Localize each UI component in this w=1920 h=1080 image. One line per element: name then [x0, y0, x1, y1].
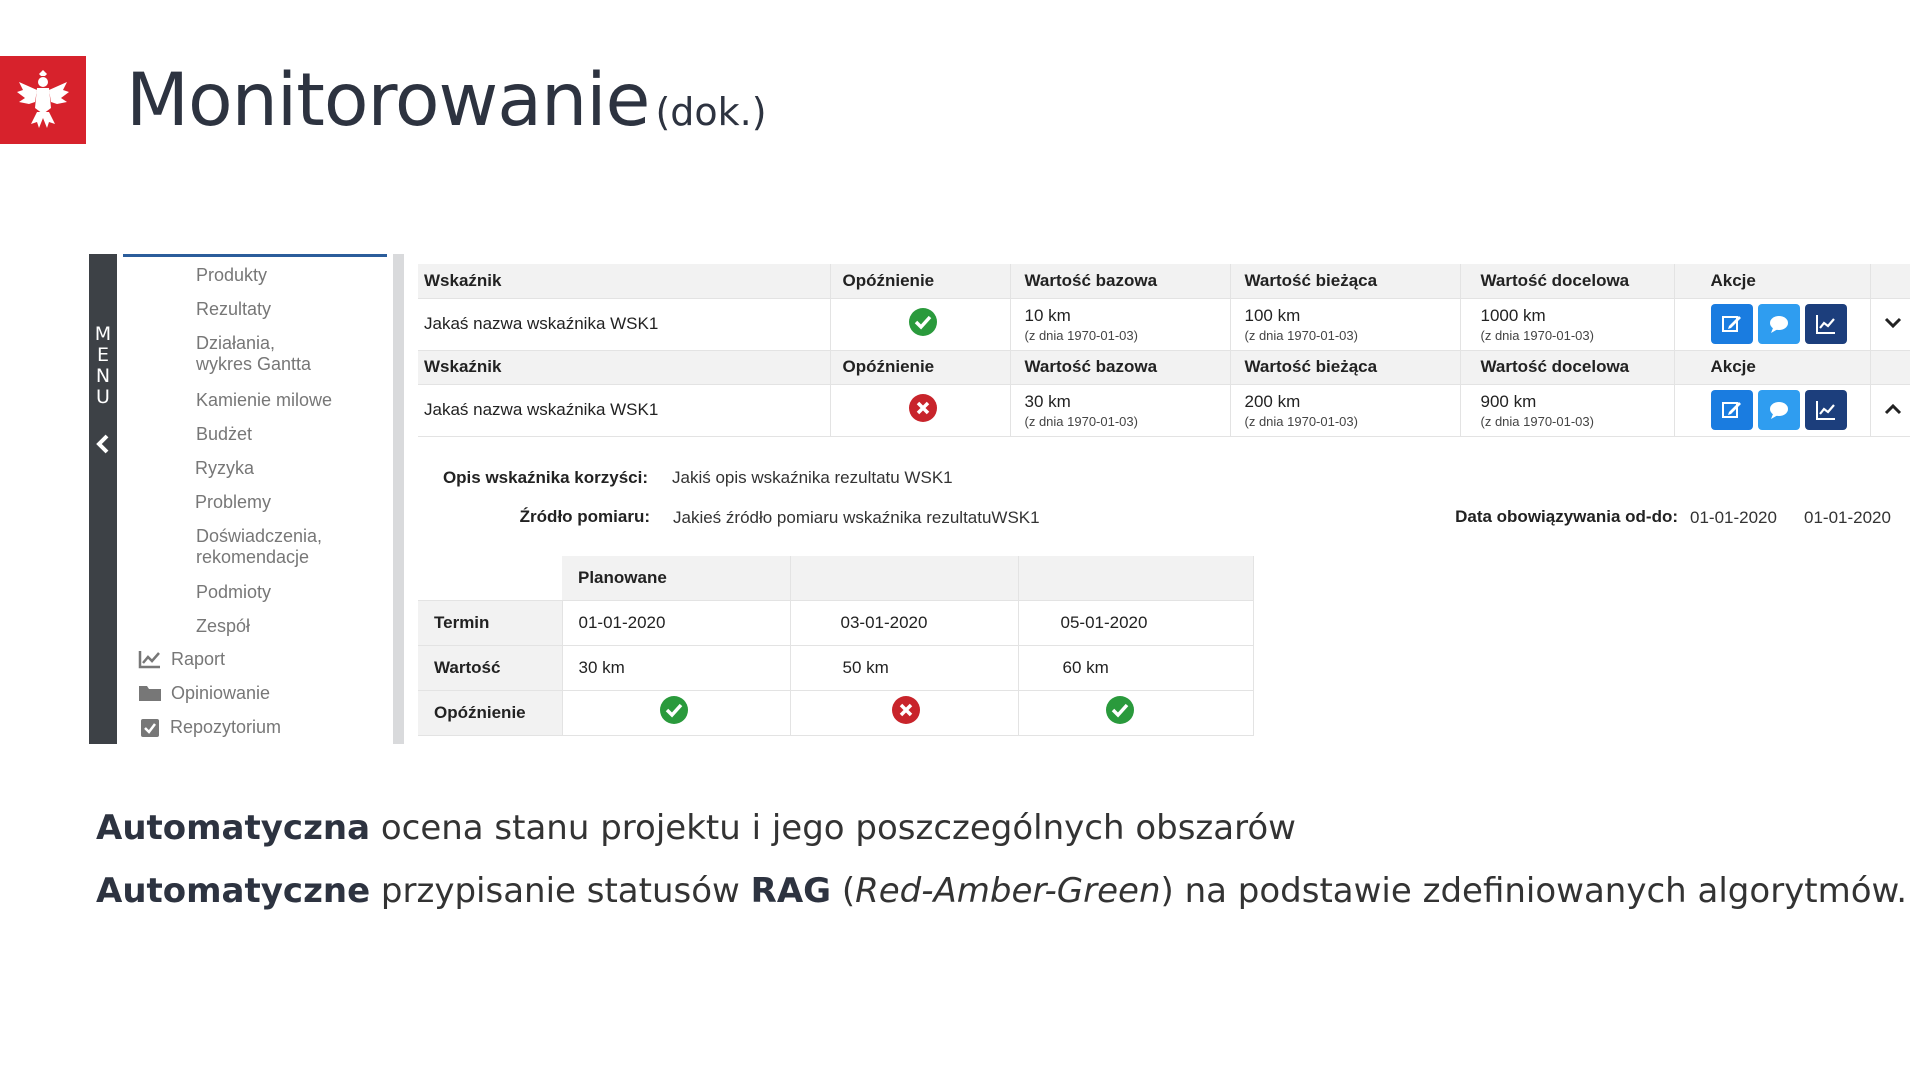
title-main: Monitorowanie: [126, 58, 650, 143]
base-date: (z dnia 1970-01-03): [1024, 327, 1138, 343]
schedule-value: 60 km: [1018, 645, 1253, 690]
table-row: [418, 298, 1910, 350]
schedule-value: 30 km: [562, 645, 790, 690]
schedule-date: 01-01-2020: [562, 600, 790, 645]
col-header-opoznienie: Opóźnienie: [830, 350, 1010, 384]
current-value: 200 km: [1244, 391, 1301, 411]
base-value-cell: [1010, 298, 1230, 350]
footer-text: ) na podstawie zdefiniowanych algorytmów.: [1160, 871, 1908, 911]
footer-italic: Red-Amber-Green: [855, 871, 1161, 911]
row-label-wartosc: Wartość: [418, 645, 562, 690]
col-header-wskaznik: Wskaźnik: [418, 350, 830, 384]
chevron-left-icon[interactable]: [95, 434, 111, 459]
target-value-cell: [1460, 298, 1674, 350]
schedule-table: [418, 556, 1254, 736]
target-value: 900 km: [1480, 391, 1537, 411]
base-date: (z dnia 1970-01-03): [1024, 413, 1138, 429]
table-row: [418, 690, 1253, 735]
indicator-name: Jakaś nazwa wskaźnika WSK1: [418, 298, 830, 350]
ok-status-icon: [562, 690, 790, 735]
base-value-cell: [1010, 384, 1230, 436]
col-header-opoznienie: Opóźnienie: [830, 264, 1010, 298]
validity-from: 01-01-2020: [1690, 508, 1777, 527]
schedule-header-empty: [1018, 556, 1253, 600]
menu-letter: M: [94, 323, 112, 345]
footer-rag: RAG: [750, 871, 832, 911]
chevron-down-icon[interactable]: [1870, 298, 1910, 350]
base-value: 30 km: [1024, 391, 1071, 411]
actions-cell: [1674, 298, 1870, 350]
edit-button[interactable]: [1711, 304, 1753, 344]
sidebar-item-dzialania[interactable]: Działania, wykres Gantta: [196, 333, 312, 374]
title-subtitle: (dok.): [655, 90, 767, 134]
table-header-row: [418, 350, 1910, 384]
row-label-termin: Termin: [418, 600, 562, 645]
indicator-table: [418, 264, 1910, 437]
sidebar-item-rezultaty[interactable]: Rezultaty: [196, 299, 272, 319]
validity-label: Data obowiązywania od-do:: [1455, 507, 1678, 526]
chart-button[interactable]: [1805, 304, 1847, 344]
sidebar-item-budzet[interactable]: Budżet: [196, 424, 253, 444]
chevron-up-icon[interactable]: [1870, 384, 1910, 436]
late-status-icon: [830, 384, 1010, 436]
current-date: (z dnia 1970-01-03): [1244, 327, 1358, 343]
schedule-header-row: [418, 556, 1253, 600]
schedule-header-empty: [790, 556, 1018, 600]
sidebar-item-ryzyka[interactable]: Ryzyka: [195, 458, 255, 478]
line-chart-icon: [138, 649, 162, 674]
col-header-bazowa: Wartość bazowa: [1010, 350, 1230, 384]
ok-status-icon: [1018, 690, 1253, 735]
footer-text: przypisanie statusów: [370, 871, 751, 911]
col-header-akcje: Akcje: [1674, 350, 1870, 384]
sidebar-item-doswiadczenia[interactable]: Doświadczenia, rekomendacje: [196, 526, 323, 567]
table-header-row: [418, 264, 1910, 298]
col-header-akcje: Akcje: [1674, 264, 1870, 298]
col-header-docelowa: Wartość docelowa: [1460, 264, 1674, 298]
target-value-cell: [1460, 384, 1674, 436]
col-header-bazowa: Wartość bazowa: [1010, 264, 1230, 298]
row-label-opoznienie: Opóźnienie: [418, 690, 562, 735]
sidebar-item-zespol[interactable]: Zespół: [196, 616, 251, 636]
sidebar-item-repozytorium[interactable]: Repozytorium: [170, 717, 282, 737]
footer-paren: (: [831, 871, 856, 911]
schedule-date: 03-01-2020: [790, 600, 1018, 645]
footer-line-1: [96, 808, 1296, 848]
menu-letter: E: [96, 344, 109, 366]
sidebar-active-line: [123, 254, 387, 257]
sidebar-item-opiniowanie[interactable]: Opiniowanie: [171, 683, 271, 703]
table-row: [418, 384, 1910, 436]
folder-icon: [138, 684, 162, 707]
menu-label: [89, 324, 117, 408]
sidebar-item-kamienie-milowe[interactable]: Kamienie milowe: [196, 390, 333, 410]
table-row: [418, 645, 1253, 690]
page-title: [126, 58, 767, 143]
sidebar-item-podmioty[interactable]: Podmioty: [196, 582, 272, 602]
col-header-empty: [1870, 350, 1910, 384]
target-date: (z dnia 1970-01-03): [1480, 327, 1594, 343]
footer-bold: Automatyczna: [96, 808, 371, 848]
menu-bar[interactable]: [89, 254, 117, 744]
menu-letter: N: [95, 365, 111, 387]
footer-text: ocena stanu projektu i jego poszczególnych obszarów: [370, 808, 1296, 848]
current-value-cell: [1230, 384, 1460, 436]
current-value: 100 km: [1244, 305, 1301, 325]
planned-header: Planowane: [562, 556, 790, 600]
polish-eagle-icon: [0, 56, 86, 144]
target-date: (z dnia 1970-01-03): [1480, 413, 1594, 429]
sidebar-item-problemy[interactable]: Problemy: [195, 492, 272, 512]
col-header-wskaznik: Wskaźnik: [418, 264, 830, 298]
comment-icon: [1768, 313, 1790, 335]
chart-icon: [1815, 399, 1837, 421]
description-value: Jakiś opis wskaźnika rezultatu WSK1: [672, 468, 953, 487]
current-value-cell: [1230, 298, 1460, 350]
source-value: Jakieś źródło pomiaru wskaźnika rezultatuWSK1: [673, 508, 1040, 527]
sidebar-scrollbar[interactable]: [393, 254, 404, 744]
table-row: [418, 600, 1253, 645]
comment-button[interactable]: [1758, 390, 1800, 430]
col-header-docelowa: Wartość docelowa: [1460, 350, 1674, 384]
indicator-name: Jakaś nazwa wskaźnika WSK1: [418, 384, 830, 436]
edit-button[interactable]: [1711, 390, 1753, 430]
comment-button[interactable]: [1758, 304, 1800, 344]
menu-letter: U: [96, 386, 110, 408]
schedule-value: 50 km: [790, 645, 1018, 690]
current-date: (z dnia 1970-01-03): [1244, 413, 1358, 429]
base-value: 10 km: [1024, 305, 1071, 325]
sidebar-item-produkty[interactable]: Produkty: [196, 265, 268, 285]
col-header-biezaca: Wartość bieżąca: [1230, 350, 1460, 384]
chart-button[interactable]: [1805, 390, 1847, 430]
description-label: Opis wskaźnika korzyści:: [442, 468, 648, 487]
chart-icon: [1815, 313, 1837, 335]
late-status-icon: [790, 690, 1018, 735]
actions-cell: [1674, 384, 1870, 436]
schedule-date: 05-01-2020: [1018, 600, 1253, 645]
schedule-corner: [418, 556, 562, 600]
source-label: Źródło pomiaru:: [519, 507, 650, 526]
checkbox-icon: [140, 718, 160, 743]
col-header-biezaca: Wartość bieżąca: [1230, 264, 1460, 298]
sidebar-item-raport[interactable]: Raport: [171, 649, 226, 669]
edit-icon: [1721, 313, 1743, 335]
validity-to: 01-01-2020: [1804, 508, 1891, 527]
target-value: 1000 km: [1480, 305, 1546, 325]
footer-line-2: [96, 871, 1907, 911]
col-header-empty: [1870, 264, 1910, 298]
comment-icon: [1768, 399, 1790, 421]
edit-icon: [1721, 399, 1743, 421]
ok-status-icon: [830, 298, 1010, 350]
footer-bold: Automatyczne: [96, 871, 371, 911]
